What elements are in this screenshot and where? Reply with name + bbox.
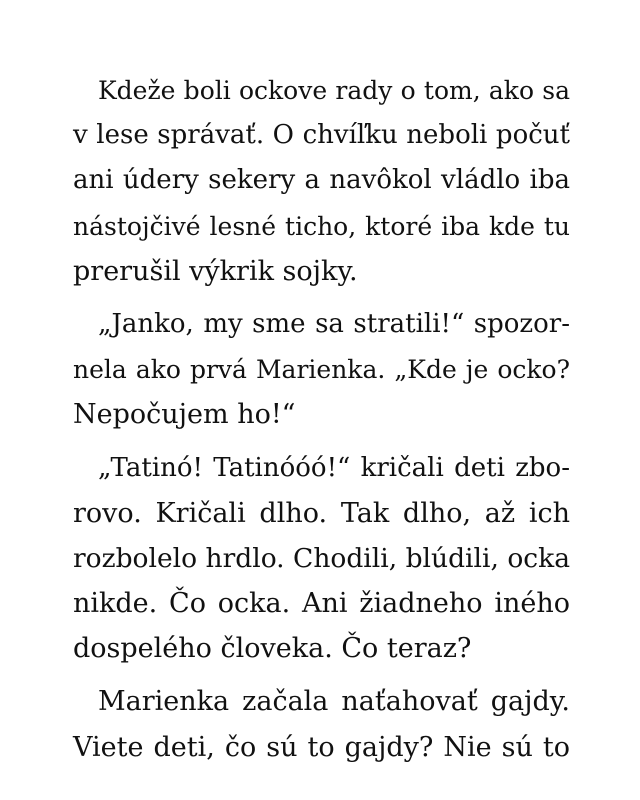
text-line: nástojčivé lesné ticho, ktoré iba kde tu bbox=[73, 211, 570, 241]
text-line: ani údery sekery a navôkol vládlo iba bbox=[73, 165, 570, 196]
text-line: „Tatinó! Tatinóóó!“ kričali deti zbo- bbox=[98, 452, 570, 483]
text-line: rozbolelo hrdlo. Chodili, blúdili, ocka bbox=[73, 542, 570, 574]
paragraph-gap bbox=[73, 438, 570, 446]
paragraph-gap bbox=[73, 294, 570, 302]
text-line: Marienka začala naťahovať gajdy. bbox=[98, 686, 570, 718]
text-line: nela ako prvá Marienka. „Kde je ocko? bbox=[73, 355, 570, 385]
page-text bbox=[73, 68, 570, 770]
text-line: prerušil výkrik sojky. bbox=[73, 255, 358, 287]
text-line: Nepočujem ho!“ bbox=[73, 399, 296, 431]
text-line: nikde. Čo ocka. Ani žiadneho iného bbox=[73, 588, 570, 620]
text-line: Kdeže boli ockove rady o tom, ako sa bbox=[98, 76, 570, 105]
text-line: rovo. Kričali dlho. Tak dlho, až ich bbox=[73, 497, 570, 529]
paragraph-4 bbox=[73, 679, 570, 769]
paragraph-1 bbox=[73, 68, 570, 294]
text-line: dospelého človeka. Čo teraz? bbox=[73, 633, 472, 665]
paragraph-2 bbox=[73, 302, 570, 438]
text-line: „Janko, my sme sa stratili!“ spozor- bbox=[98, 308, 570, 339]
text-line: Viete deti, čo sú to gajdy? Nie sú to bbox=[73, 731, 570, 763]
paragraph-3 bbox=[73, 446, 570, 672]
paragraph-gap bbox=[73, 671, 570, 679]
text-line: v lese správať. O chvíľku neboli počuť bbox=[73, 120, 570, 151]
